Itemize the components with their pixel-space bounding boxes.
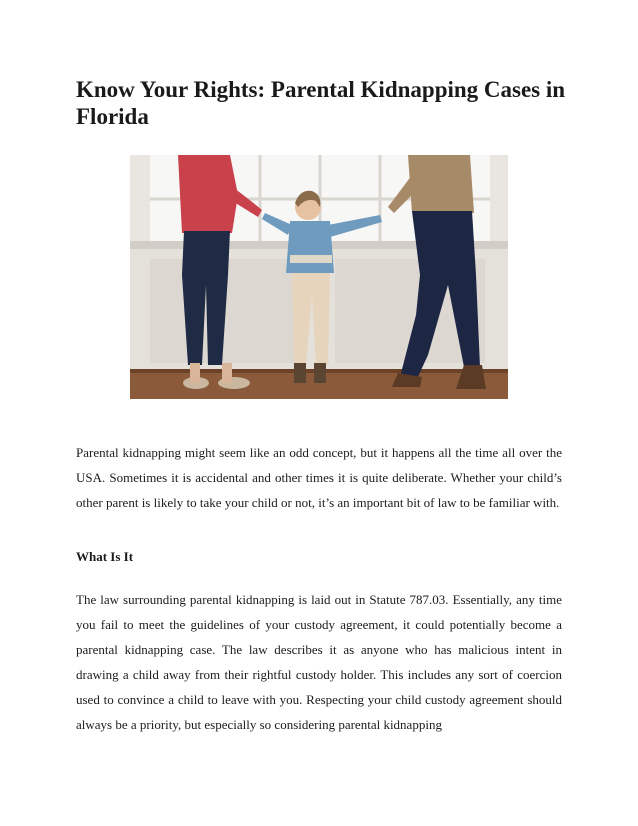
intro-paragraph: Parental kidnapping might seem like an odd concept, but it happens all the time all over the USA. Sometimes it is accidental and other times it is quite deliberate. Whether your child’s other parent is likely to take your child or not, it’s an important bit of law to be familiar with.	[76, 445, 562, 510]
what-is-it-paragraph: The law surrounding parental kidnapping is laid out in Statute 787.03. Essentially, any time you fail to meet the guidelines of your custody agreement, it could potentially become a parental kidnapping case. The law describes it as anyone who has malicious intent in drawing a child away from their rightful custody holder. This includes any sort of coercion used to convince a child to leave with you. Respecting your child custody agreement should always be a priority, but especially so considering parental kidnapping	[76, 592, 562, 732]
article-photo	[130, 155, 508, 399]
document-title: Know Your Rights: Parental Kidnapping Cases in Florida	[76, 77, 566, 129]
section-heading: What Is It	[76, 549, 134, 564]
photo-parents-pulling-child-icon	[130, 155, 508, 399]
